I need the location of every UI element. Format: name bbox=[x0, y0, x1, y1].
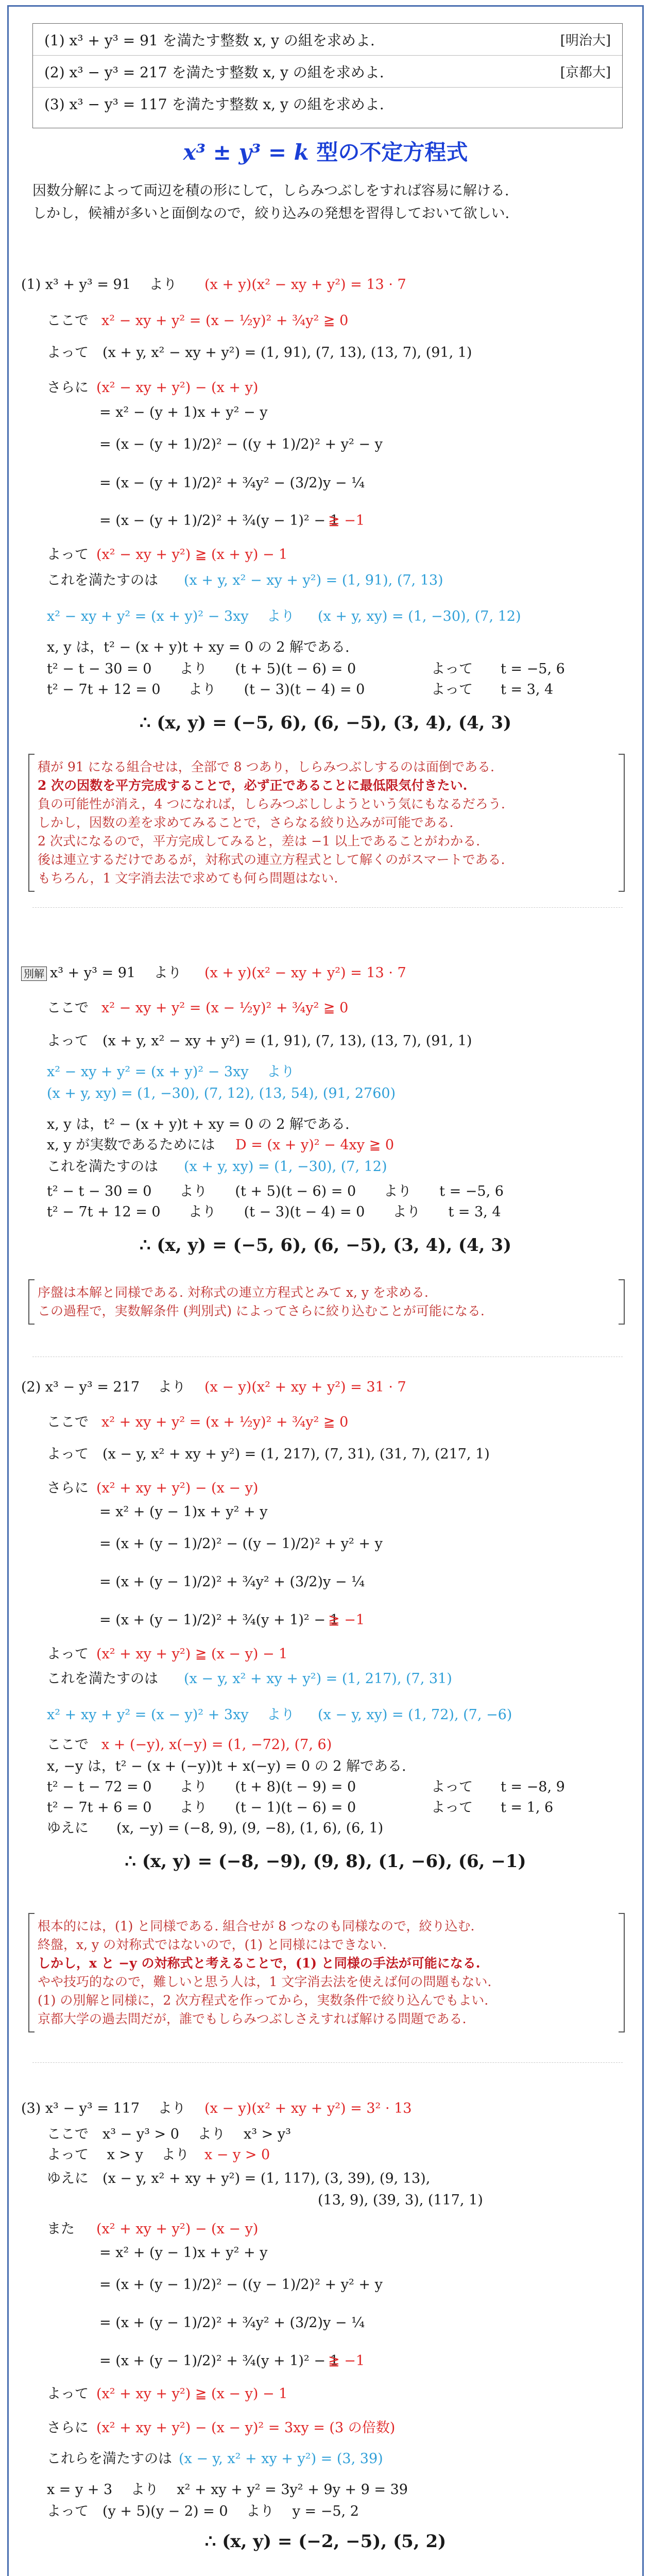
sol-equation: (x² + xy + y²) ≧ (x − y) − 1 bbox=[96, 1646, 288, 1662]
note-line: 2 次式になるので，平方完成してみると，差は −1 以上であることがわかる. bbox=[38, 834, 481, 849]
sol-equation: x + (−y), x(−y) = (1, −72), (7, 6) bbox=[101, 1737, 332, 1753]
sol-line: よって t = 1, 6 bbox=[431, 1800, 554, 1816]
note-line: もちろん，1 文字消去法で求めても何ら問題はない. bbox=[38, 871, 338, 886]
intro-line: しかし，候補が多いと面倒なので，絞り込みの発想を習得しておいて欲しい. bbox=[32, 206, 510, 222]
sol-result: (x + y, x² − xy + y²) = (1, 91), (7, 13) bbox=[184, 572, 443, 588]
sol-line: ここで bbox=[47, 313, 89, 329]
page-frame bbox=[7, 5, 644, 2576]
sol-line: よって bbox=[47, 547, 89, 563]
sol-line: ここで x³ − y³ > 0 より x³ > y³ bbox=[47, 2126, 291, 2142]
sol-equation: (x − y)(x² + xy + y²) = 31 · 7 bbox=[204, 1379, 406, 1395]
sol-line: = x² + (y − 1)x + y² + y bbox=[99, 2245, 268, 2261]
alt-badge: 別解 bbox=[21, 967, 47, 981]
conclusion: ∴ (x, y) = (−5, 6), (6, −5), (3, 4), (4, 3) bbox=[139, 1235, 512, 1256]
sol-equation: ≧ −1 bbox=[328, 513, 365, 529]
problem-2 bbox=[33, 56, 622, 88]
sol-equation: ≧ −1 bbox=[328, 2353, 365, 2369]
note-line: 序盤は本解と同様である. 対称式の連立方程式とみて x, y を求める. bbox=[38, 1285, 429, 1300]
sol-equation: (x² + xy + y²) ≧ (x − y) − 1 bbox=[96, 2386, 288, 2402]
sol-line: t² − t − 30 = 0 より (t + 5)(t − 6) = 0 bbox=[47, 661, 356, 677]
sol-line: x, y は，t² − (x + y)t + xy = 0 の 2 解である. bbox=[47, 1116, 350, 1132]
sol-line: これらを満たすのは bbox=[47, 2451, 172, 2467]
sol-equation: x² − xy + y² = (x − ½y)² + ¾y² ≧ 0 bbox=[101, 313, 349, 329]
note-line: しかし，x と −y の対称式と考えることで，(1) と同様の手法が可能になる. bbox=[38, 1956, 481, 1971]
page-title bbox=[9, 135, 642, 166]
sol-equation: (x + y)(x² − xy + y²) = 13 · 7 bbox=[204, 965, 406, 981]
sol-line: ゆえに (x, −y) = (−8, 9), (9, −8), (1, 6), (6, 1) bbox=[47, 1820, 384, 1836]
sol-equation: x² − xy + y² = (x − ½y)² + ¾y² ≧ 0 bbox=[101, 1000, 349, 1016]
sol-line: ゆえに (x − y, x² + xy + y²) = (1, 117), (3, 39), (9, 13), bbox=[47, 2171, 431, 2187]
conclusion: ∴ (x, y) = (−8, −9), (9, 8), (1, −6), (6, −1) bbox=[125, 1851, 526, 1872]
problem-source: [明治大] bbox=[560, 33, 611, 48]
note-line: 2 次の因数を平方完成することで，必ず正であることに最低限気付きたい. bbox=[38, 778, 468, 793]
problem-box bbox=[32, 23, 623, 128]
sol-line: t² − t − 30 = 0 より (t + 5)(t − 6) = 0 より t = −5, 6 bbox=[47, 1183, 504, 1199]
sol-line: これを満たすのは bbox=[47, 1671, 158, 1687]
sol-line: さらに bbox=[47, 380, 89, 396]
sol-result: (x − y, xy) = (1, 72), (7, −6) bbox=[318, 1707, 512, 1723]
commentary-note-3 bbox=[28, 1913, 625, 2032]
sol-line: (1) x³ + y³ = 91 より bbox=[21, 277, 177, 293]
sol-result: (x + y, xy) = (1, −30), (7, 12) bbox=[318, 608, 521, 624]
sol-line: = (x − (y + 1)/2)² − ((y + 1)/2)² + y² − y bbox=[99, 436, 383, 452]
conclusion: ∴ (x, y) = (−2, −5), (5, 2) bbox=[204, 2531, 447, 2552]
intro-text bbox=[32, 180, 630, 225]
sol-line: t² − 7t + 12 = 0 より (t − 3)(t − 4) = 0 bbox=[47, 682, 365, 698]
sol-line: (2) x³ − y³ = 217 より bbox=[21, 1379, 186, 1395]
sol-equation: ≧ −1 bbox=[328, 1612, 365, 1628]
sol-line: (3) x³ − y³ = 117 より bbox=[21, 2100, 186, 2116]
sol-equation: (x² − xy + y²) − (x + y) bbox=[96, 380, 259, 396]
sol-line: ここで bbox=[47, 1414, 89, 1430]
sol-line: = x² + (y − 1)x + y² + y bbox=[99, 1504, 268, 1520]
sol-line: t² − 7t + 12 = 0 より (t − 3)(t − 4) = 0 より t = 3, 4 bbox=[47, 1204, 501, 1220]
sol-line: よって (y + 5)(y − 2) = 0 より y = −5, 2 bbox=[47, 2503, 359, 2519]
conclusion: ∴ (x, y) = (−5, 6), (6, −5), (3, 4), (4, 3) bbox=[139, 713, 512, 733]
sol-line: よって (x − y, x² + xy + y²) = (1, 217), (7, 31), (31, 7), (217, 1) bbox=[47, 1446, 490, 1462]
sol-line: = (x + (y − 1)/2)² + ¾(y + 1)² − 1 bbox=[99, 2353, 339, 2369]
sol-line: よって (x + y, x² − xy + y²) = (1, 91), (7, 13), (13, 7), (91, 1) bbox=[47, 345, 472, 361]
sol-equation: (x − y)(x² + xy + y²) = 3² · 13 bbox=[204, 2100, 412, 2116]
sol-line: これを満たすのは bbox=[47, 1159, 158, 1175]
sol-line: = (x + (y − 1)/2)² − ((y − 1)/2)² + y² + y bbox=[99, 2277, 383, 2293]
sol-text: x³ + y³ = 91 より bbox=[50, 965, 182, 981]
problem-1 bbox=[33, 24, 622, 56]
note-line: 終盤，x, y の対称式ではないので，(1) と同様にはできない. bbox=[38, 1937, 387, 1952]
sol-equation: (x² + xy + y²) − (x − y) bbox=[96, 2221, 259, 2237]
sol-line: よって bbox=[47, 1646, 89, 1662]
sol-result: x² − xy + y² = (x + y)² − 3xy より bbox=[47, 1064, 295, 1080]
sol-equation: (x + y)(x² − xy + y²) = 13 · 7 bbox=[204, 277, 406, 293]
problem-text: (1) x³ + y³ = 91 を満たす整数 x, y の組を求めよ. bbox=[44, 31, 375, 49]
sol-line: ここで bbox=[47, 1000, 89, 1016]
sol-line: さらに bbox=[47, 1480, 89, 1496]
sol-line: t² − t − 72 = 0 より (t + 8)(t − 9) = 0 bbox=[47, 1779, 356, 1795]
sol-line: よって t = 3, 4 bbox=[431, 682, 554, 698]
sol-line: よって (x + y, x² − xy + y²) = (1, 91), (7, 13), (13, 7), (91, 1) bbox=[47, 1033, 472, 1049]
sol-equation: x² + xy + y² = (x + ½y)² + ¾y² ≧ 0 bbox=[101, 1414, 349, 1430]
divider bbox=[32, 907, 623, 908]
sol-line: = (x − (y + 1)/2)² + ¾(y − 1)² − 1 bbox=[99, 513, 339, 529]
sol-result: (x − y, x² + xy + y²) = (1, 217), (7, 31) bbox=[184, 1671, 452, 1687]
sol-line: さらに bbox=[47, 2420, 89, 2436]
problem-source: [京都大] bbox=[560, 65, 611, 80]
sol-line: よって t = −8, 9 bbox=[431, 1779, 565, 1795]
sol-equation: (x² − xy + y²) ≧ (x + y) − 1 bbox=[96, 547, 288, 563]
intro-line: 因数分解によって両辺を積の形にして，しらみつぶしをすれば容易に解ける. bbox=[32, 183, 509, 199]
sol-line: x, y は，t² − (x + y)t + xy = 0 の 2 解である. bbox=[47, 639, 350, 655]
sol-result: (x + y, xy) = (1, −30), (7, 12), (13, 54), (91, 2760) bbox=[47, 1086, 396, 1101]
problem-text: (3) x³ − y³ = 117 を満たす整数 x, y の組を求めよ. bbox=[44, 96, 384, 113]
sol-line: これを満たすのは bbox=[47, 572, 158, 588]
commentary-note-2 bbox=[28, 1279, 625, 1325]
commentary-note-1 bbox=[28, 754, 625, 892]
note-line: (1) の別解と同様に，2 次方程式を作ってから，実数条件で絞り込んでもよい. bbox=[38, 1993, 489, 2008]
sol-line: = (x + (y − 1)/2)² − ((y − 1)/2)² + y² + y bbox=[99, 1536, 383, 1552]
note-line: 後は連立するだけであるが，対称式の連立方程式として解くのがスマートである. bbox=[38, 852, 505, 867]
sol-line: よって x > y より bbox=[47, 2147, 190, 2163]
sol-line: よって bbox=[47, 2386, 89, 2402]
sol-line: = (x + (y − 1)/2)² + ¾y² + (3/2)y − ¼ bbox=[99, 2315, 365, 2331]
sol-line: = (x − (y + 1)/2)² + ¾y² − (3/2)y − ¼ bbox=[99, 475, 365, 491]
sol-line: t² − 7t + 6 = 0 より (t − 1)(t − 6) = 0 bbox=[47, 1800, 356, 1816]
note-line: 京都大学の過去問だが，誰でもしらみつぶしさえすれば解ける問題である. bbox=[38, 2011, 467, 2026]
sol-equation: D = (x + y)² − 4xy ≧ 0 bbox=[235, 1137, 395, 1153]
sol-line: (13, 9), (39, 3), (117, 1) bbox=[318, 2192, 483, 2208]
note-line: しかし，因数の差を求めてみることで，さらなる絞り込みが可能である. bbox=[38, 815, 454, 830]
sol-equation: x − y > 0 bbox=[204, 2147, 270, 2163]
sol-equation: (x² + xy + y²) − (x − y) bbox=[96, 1480, 259, 1496]
sol-line: x = y + 3 より x² + xy + y² = 3y² + 9y + 9 = 39 bbox=[47, 2482, 408, 2498]
sol-line: また bbox=[47, 2221, 75, 2237]
problem-text: (2) x³ − y³ = 217 を満たす整数 x, y の組を求めよ. bbox=[44, 63, 384, 81]
sol-line: x, −y は，t² − (x + (−y))t + x(−y) = 0 の 2 解である. bbox=[47, 1758, 406, 1774]
sol-equation: (x² + xy + y²) − (x − y)² = 3xy = (3 の倍数) bbox=[96, 2420, 396, 2436]
divider bbox=[32, 2062, 623, 2063]
sol-line: = (x + (y − 1)/2)² + ¾y² + (3/2)y − ¼ bbox=[99, 1574, 365, 1590]
note-line: この過程で，実数解条件 (判別式) によってさらに絞り込むことが可能になる. bbox=[38, 1303, 485, 1318]
sol-line: ここで bbox=[47, 1737, 89, 1753]
problem-3 bbox=[33, 88, 622, 120]
sol-line: = x² − (y + 1)x + y² − y bbox=[99, 404, 268, 420]
sol-line bbox=[21, 963, 182, 984]
sol-result: x² + xy + y² = (x − y)² + 3xy より bbox=[47, 1707, 295, 1723]
sol-line: よって t = −5, 6 bbox=[431, 661, 565, 677]
title-math: x³ ± y³ = k bbox=[183, 140, 309, 165]
sol-line: = (x + (y − 1)/2)² + ¾(y + 1)² − 1 bbox=[99, 1612, 339, 1628]
note-line: やや技巧的なので，難しいと思う人は，1 文字消去法を使えば何の問題もない. bbox=[38, 1974, 492, 1989]
sol-result: x² − xy + y² = (x + y)² − 3xy より bbox=[47, 608, 295, 624]
note-line: 負の可能性が消え，4 つになれば，しらみつぶししようという気にもなるだろう. bbox=[38, 796, 505, 811]
sol-result: (x − y, x² + xy + y²) = (3, 39) bbox=[179, 2451, 383, 2467]
note-line: 積が 91 になる組合せは，全部で 8 つあり，しらみつぶしするのは面倒である. bbox=[38, 759, 494, 774]
note-line: 根本的には，(1) と同様である. 組合せが 8 つなのも同様なので，絞り込む. bbox=[38, 1919, 475, 1934]
sol-result: (x + y, xy) = (1, −30), (7, 12) bbox=[184, 1159, 387, 1175]
title-text: 型の不定方程式 bbox=[309, 140, 468, 165]
sol-line: x, y が実数であるためには bbox=[47, 1137, 215, 1153]
